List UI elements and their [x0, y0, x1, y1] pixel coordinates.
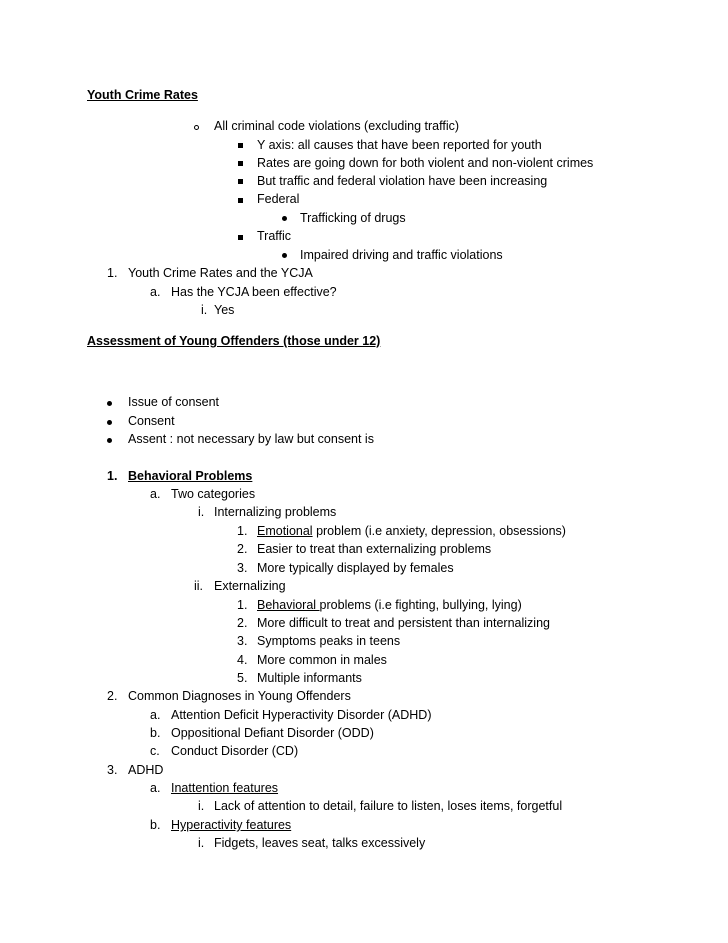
bullet-item: Issue of consent	[128, 395, 220, 409]
list-marker: ii.	[194, 579, 204, 593]
list-marker: a.	[150, 285, 161, 299]
item-text: problem (i.e anxiety, depression, obsessions)	[312, 524, 566, 538]
square-bullet-icon	[238, 161, 243, 166]
round-bullet-icon	[107, 438, 112, 443]
round-bullet-icon	[282, 216, 287, 221]
outline-item: Rates are going down for both violent and non-violent crimes	[257, 156, 594, 170]
list-marker: 2.	[237, 542, 248, 556]
list-item: Attention Deficit Hyperactivity Disorder (ADHD)	[171, 708, 432, 722]
list-item: Externalizing	[214, 579, 286, 593]
list-marker: c.	[150, 744, 160, 758]
list-item: Youth Crime Rates and the YCJA	[128, 266, 313, 280]
outline-item: Y axis: all causes that have been reported for youth	[257, 138, 542, 152]
list-item: Two categories	[171, 487, 256, 501]
list-item: Yes	[214, 303, 235, 317]
list-item	[257, 598, 522, 613]
list-marker: i.	[198, 505, 205, 519]
list-marker: 3.	[237, 561, 248, 575]
list-marker: a.	[150, 708, 161, 722]
list-marker: 1.	[237, 598, 248, 612]
list-item: Has the YCJA been effective?	[171, 285, 337, 299]
list-item-heading: Behavioral Problems	[128, 469, 253, 483]
list-item: More common in males	[257, 653, 387, 667]
list-marker: i.	[201, 303, 208, 317]
list-item: Hyperactivity features	[171, 818, 292, 832]
list-item: Inattention features	[171, 781, 279, 795]
list-marker: a.	[150, 487, 161, 501]
list-item: Easier to treat than externalizing problems	[257, 542, 492, 556]
hollow-bullet-icon	[194, 125, 199, 130]
bullet-item: Assent : not necessary by law but consent is	[128, 432, 374, 446]
list-item: Internalizing problems	[214, 505, 337, 519]
square-bullet-icon	[238, 143, 243, 148]
underlined-term: Behavioral	[257, 598, 320, 612]
underlined-term: Emotional	[257, 524, 313, 538]
list-item: Lack of attention to detail, failure to listen, loses items, forgetful	[214, 799, 563, 813]
list-marker: 4.	[237, 653, 248, 667]
list-item: Conduct Disorder (CD)	[171, 744, 299, 758]
list-item: More typically displayed by females	[257, 561, 454, 575]
list-marker: i.	[198, 836, 205, 850]
square-bullet-icon	[238, 198, 243, 203]
square-bullet-icon	[238, 179, 243, 184]
section-title-assessment: Assessment of Young Offenders (those under 12)	[87, 334, 381, 348]
list-marker: b.	[150, 818, 161, 832]
list-marker: 5.	[237, 671, 248, 685]
bullet-item: Consent	[128, 414, 175, 428]
outline-item: Traffic	[257, 229, 292, 243]
list-marker: 3.	[237, 634, 248, 648]
round-bullet-icon	[107, 420, 112, 425]
round-bullet-icon	[107, 401, 112, 406]
list-marker: a.	[150, 781, 161, 795]
list-marker: 2.	[107, 689, 118, 703]
list-item: Symptoms peaks in teens	[257, 634, 401, 648]
list-item: More difficult to treat and persistent than internalizing	[257, 616, 550, 630]
outline-item: All criminal code violations (excluding traffic)	[214, 119, 460, 133]
list-marker: b.	[150, 726, 161, 740]
outline-item: Impaired driving and traffic violations	[300, 248, 503, 262]
list-item: Oppositional Defiant Disorder (ODD)	[171, 726, 374, 740]
list-marker: i.	[198, 799, 205, 813]
list-marker: 1.	[107, 469, 118, 483]
list-marker: 3.	[107, 763, 118, 777]
outline-item: Trafficking of drugs	[300, 211, 406, 225]
outline-item: But traffic and federal violation have been increasing	[257, 174, 548, 188]
list-marker: 1.	[237, 524, 248, 538]
list-marker: 1.	[107, 266, 118, 280]
list-marker: 2.	[237, 616, 248, 630]
round-bullet-icon	[282, 253, 287, 258]
section-title-youth-crime-rates: Youth Crime Rates	[87, 88, 198, 102]
outline-item: Federal	[257, 192, 300, 206]
item-text: problems (i.e fighting, bullying, lying)	[319, 598, 522, 612]
list-item: Common Diagnoses in Young Offenders	[128, 689, 351, 703]
list-item: Fidgets, leaves seat, talks excessively	[214, 836, 426, 850]
square-bullet-icon	[238, 235, 243, 240]
list-item: ADHD	[128, 763, 164, 777]
list-item: Multiple informants	[257, 671, 362, 685]
list-item	[257, 524, 566, 539]
